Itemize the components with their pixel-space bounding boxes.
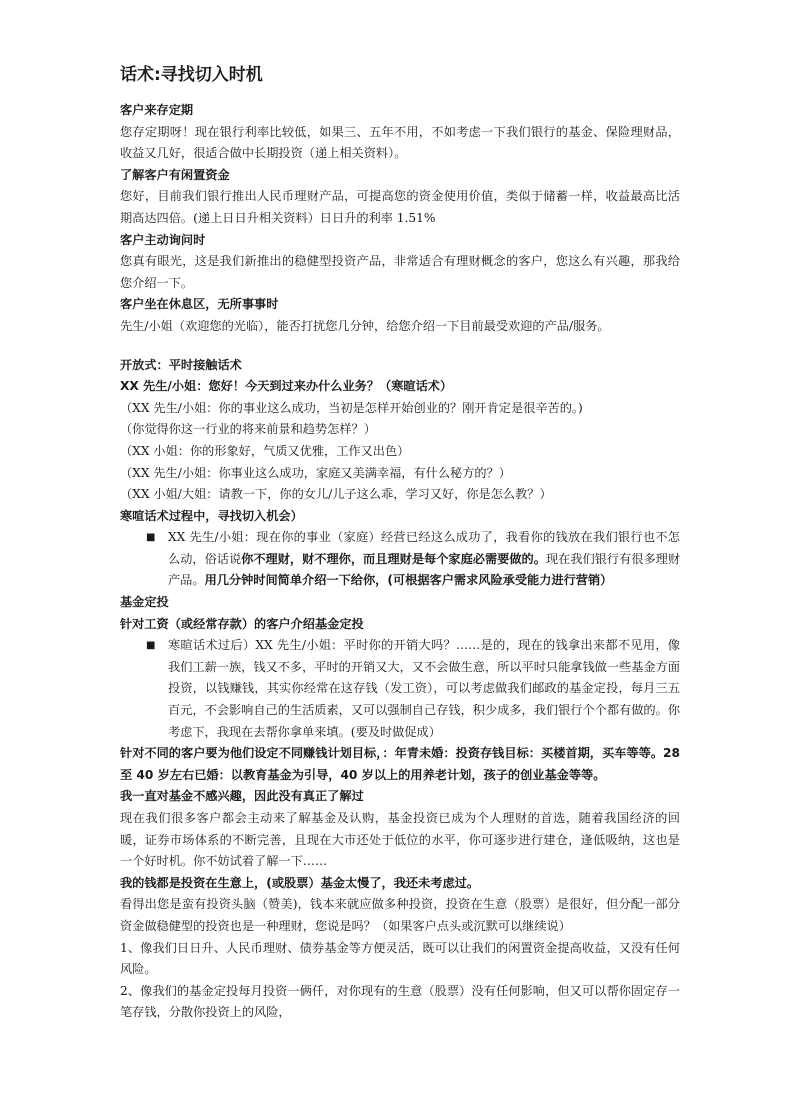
section-text: 先生/小姐（欢迎您的光临），能否打扰您几分钟，给您介绍一下目前最受欢迎的产品/服务。 — [120, 318, 610, 333]
section-text: 看得出您是蛮有投资头脑（赞美)，钱本来就应做多种投资，投资在生意（股票）是很好，但分配一部分资金做稳健型的投资也是一种理财，您说是吗？（如果客户点头或沉默可以继续说） — [120, 897, 680, 933]
spacer — [120, 338, 680, 355]
section-text: 您存定期呀！现在银行利率比较低，如果三、五年不用，不如考虑一下我们银行的基金、保险理财品，收益又几好，很适合做中长期投资（递上相关资料）。 — [120, 124, 680, 161]
section-subheading: 针对工资（或经常存款）的客户介绍基金定投 — [120, 616, 364, 631]
dialogue-line: （XX 小姐/大姐：请教一下，你的女儿/儿子这么乖，学习又好，你是怎么教？） — [120, 487, 552, 502]
section-text: 现在我们很多客户都会主动来了解基金及认购，基金投资已成为个人理财的首选，随着我国经济的回暖，证券市场体系的不断完善，且现在大市还处于低位的水平，你可逐步进行建仓，逢低吸纳，这也是一个好时机。你不妨试着了解一下…… — [120, 811, 680, 869]
dialogue-line: （XX 先生/小姐：你事业这么成功，家庭又美满幸福，有什么秘方的？） — [120, 465, 511, 480]
bullet-text: 现在我们银行有很多理财产品。 — [168, 551, 681, 588]
greeting-line: XX 先生/小姐：您好！今天到过来办什么业务？（寒暄话术） — [120, 379, 453, 394]
section-heading: 客户来存定期 — [120, 103, 194, 117]
section-heading: 客户坐在休息区，无所事事时 — [120, 297, 279, 312]
section-text: 您好，目前我们银行推出人民币理财产品，可提高您的资金使用价值，类似于储蓄一样，收益最高比活期高达四倍。(递上日日升相关资料）日日升的利率 1.51% — [120, 189, 680, 225]
bullet-text: 寒暄话术过后）XX 先生/小姐：平时你的开销大吗？……是的，现在的钱拿出来都不见用，像我们工薪一族，钱又不多，平时的开销又大，又不会做生意，所以平时只能拿钱做一些基金方面投资，以钱赚钱，其实你经常在这存钱（发工资），可以考虑做我们邮政的基金定投，每月三五百元，不会影响自己的生活质素，又可以强制自己存钱，积少成多，我们银行个个都有做的。你考虑下，我现在去帮你拿单来填。(要及时做促成） — [168, 638, 680, 739]
bullet-text: XX 先生/小姐：现在你的事业（家庭）经营已经这么成功了，我看你的钱放在我们银行也不怎么动，俗话说 — [168, 530, 680, 566]
numbered-point: 2、像我们的基金定投每月投资一俩仟，对你现有的生意（股票）没有任何影响，但又可以帮你固定存一笔存钱，分散你投资上的风险， — [120, 983, 680, 1020]
dialogue-line: （XX 小姐：你的形象好，气质又优雅，工作又出色） — [120, 443, 410, 458]
numbered-point: 1、像我们日日升、人民币理财、债券基金等方便灵活，既可以让我们的闲置资金提高收益，又没有任何风险。 — [120, 940, 680, 977]
bullet-emphasis: 你不理财，财不理你，而且理财是每个家庭必需要做的。 — [241, 551, 546, 566]
section-heading: 我一直对基金不感兴趣，因此没有真正了解过 — [120, 789, 364, 804]
section-heading: 基金定投 — [120, 595, 169, 610]
section-heading: 我的钱都是投资在生意上，(或股票）基金太慢了，我还未考虑过。 — [120, 875, 480, 890]
dialogue-line: （你觉得你这一行业的将来前景和趋势怎样？） — [120, 422, 376, 437]
section-heading: 了解客户有闲置资金 — [120, 167, 230, 182]
bullet-square-icon: ■ — [146, 532, 156, 544]
section-heading: 寒喧话术过程中，寻找切入机会） — [120, 508, 303, 523]
dialogue-line: （XX 先生/小姐：你的事业这么成功，当初是怎样开始创业的？刚开肯定是很辛苦的。) — [120, 400, 583, 415]
section-heading: 客户主动询问时 — [120, 232, 206, 247]
section-text: 您真有眼光，这是我们新推出的稳健型投资产品，非常适合有理财概念的客户，您这么有兴趣，那我给您介绍一下。 — [120, 254, 680, 290]
bullet-square-icon: ■ — [146, 640, 156, 652]
bullet-item — [120, 635, 680, 743]
bullet-item — [120, 527, 680, 592]
document-page — [120, 64, 680, 1024]
page-title: 话术:寻找切入时机 — [120, 65, 263, 85]
targets-text: 针对不同的客户要为他们设定不同赚钱计划目标，：年青未婚：投资存钱目标：买楼首期，买车等等。28 至 40 岁左右已婚：以教育基金为引导，40 岁以上的用养老计划，孩子的创业基金等等。 — [120, 746, 680, 782]
section-heading: 开放式：平时接触话术 — [120, 357, 242, 372]
bullet-emphasis: 用几分钟时间简单介绍一下给你，(可根据客户需求风险承受能力进行营销） — [204, 573, 613, 588]
